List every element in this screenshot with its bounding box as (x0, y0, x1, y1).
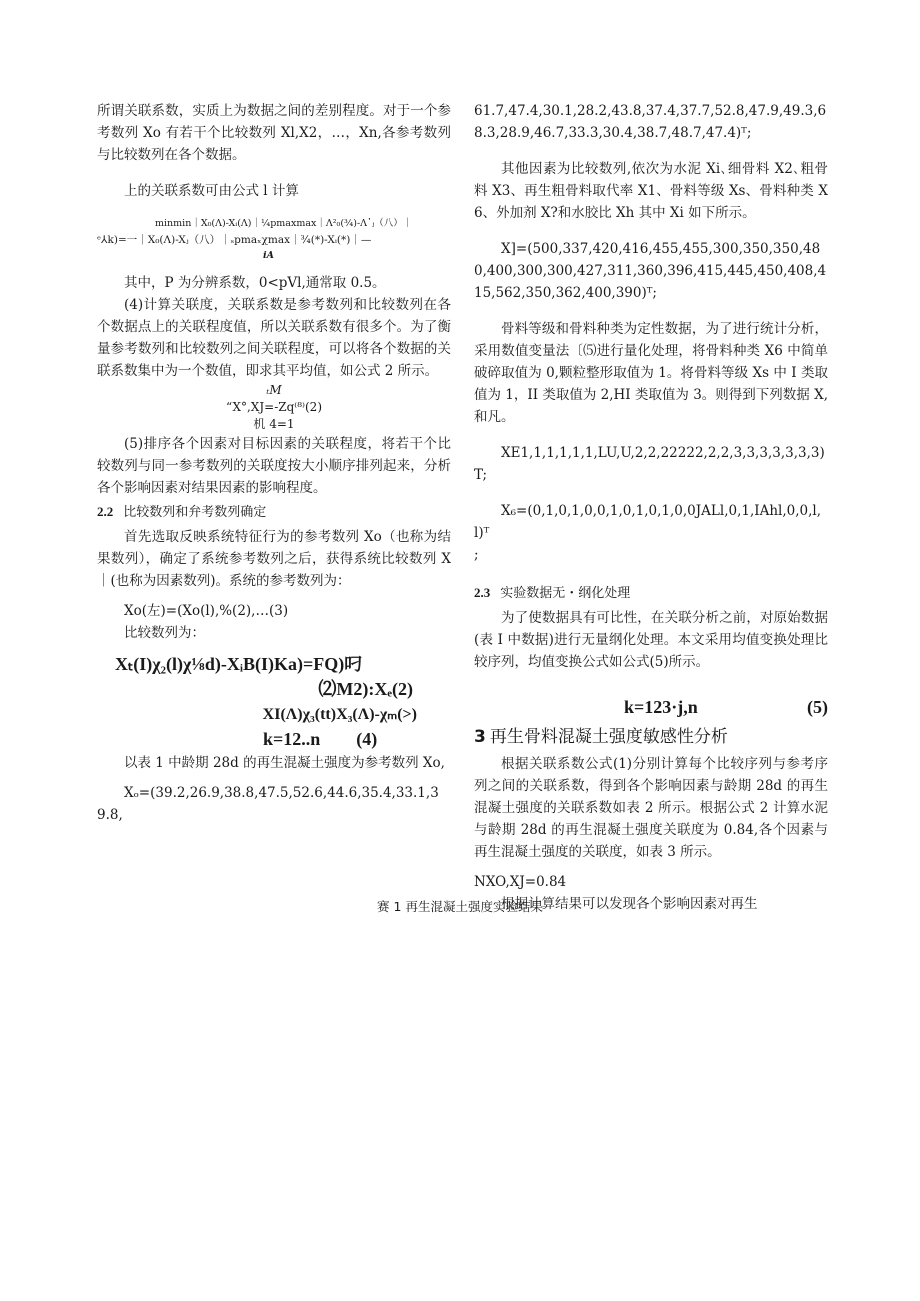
paragraph: 根据计算结果可以发现各个影响因素对再生 (501, 896, 758, 912)
section-title: 再生骨料混凝土强度敏感性分析 (489, 727, 728, 747)
formula-4-line-1: Xₜ(I)χ₂(l)χ⅛d)-XᵢB(I)Ka)=FQ)叼 (115, 654, 363, 674)
paragraph: 为了使数据具有可比性，在关联分析之前，对原始数据(表 I 中数据)进行无量纲化处理。本文采用均值变换处理比较序列，均值变换公式如公式(5)所示。 (474, 610, 828, 670)
section-number: 3 (474, 727, 486, 747)
table-caption: 赛 1 再生混凝土强度实验结果 (377, 899, 543, 914)
paragraph: 首先选取反映系统特征行为的参考数列 Xo（也称为结果数列），确定了系统参考数列之后，获得系统比较数列 X｜(也称为因素数列)。系统的参考数列为： (97, 529, 451, 589)
formula-4-line-4 (97, 727, 451, 752)
semicolon: ; (474, 547, 479, 563)
paragraph: 以表 1 中龄期 28d 的再生混凝土强度为参考数列 Xo, (124, 755, 445, 771)
formula-line: 机 4=1 (253, 417, 295, 431)
formula-line: ₜM (266, 383, 282, 397)
paragraph: 所谓关联系数，实质上为数据之间的差别程度。对于一个参考数列 Xo 有若干个比较数列 Xl,X2，…，Xn,各参考数列与比较数列在各个数据。 (97, 103, 451, 163)
paragraph: 骨料等级和骨料种类为定性数据，为了进行统计分析，采用数值变量法〔⑸进行量化处理，将骨料种类 X6 中简单破碎取值为 0,颗粒整形取值为 1。将骨料等级 Xs 中 I 类取值为 1，II 类取值为 2,HI 类取值为 3。则得到下列数据 X,和凡。 (474, 321, 828, 425)
data-vector-x6: X₆=(0,1,0,1,0,0,1,0,1,0,1,0,0JALl,0,1,IAhl,0,0,l,l)ᵀ (474, 503, 822, 541)
section-heading-2-2 (97, 501, 451, 524)
left-column (97, 100, 451, 826)
relational-degree-result: NXO,XJ=0.84 (474, 874, 567, 890)
section-title: 比较数列和弁考数列确定 (123, 505, 267, 520)
section-number: 2.3 (474, 585, 491, 600)
paragraph: (4)计算关联度，关联系数是参考数列和比较数列在各个数据点上的关联程度值，所以关联系数有很多个。为了衡量参考数列和比较数列之间关联程度，可以将各个数据的关联系数集中为一个数值，即求其平均值，如公式 2 所示。 (97, 297, 451, 379)
formula-4-line-2: ⑵M2):Xₑ(2) (318, 679, 413, 699)
equation-number: (4) (356, 729, 378, 749)
data-vector-x0: Xₒ=(39.2,26.9,38.8,47.5,52.6,44.6,35.4,33.1,39.8, (97, 785, 439, 823)
paragraph: 其中，P 为分辨系数，0<pVl,通常取 0.5。 (124, 275, 386, 291)
formula-1 (97, 216, 451, 264)
formula-text: k=123·j,n (624, 697, 698, 717)
formula-2 (97, 382, 451, 433)
paragraph: 其他因素为比较数列,依次为水泥 Xi､细骨料 X2､粗骨料 X3、再生粗骨料取代率 X1、骨料等级 Xs、骨料种类 X6、外加剂 X?和水胶比 Xh 其中 Xi 如下所示。 (474, 161, 828, 221)
formula-4-line-3: XI(Λ)χ₃(tt)X₃(Λ)-χₘ(>) (262, 706, 417, 723)
paragraph: 上的关联系数可由公式 l 计算 (124, 183, 299, 199)
section-heading-3 (474, 723, 828, 751)
section-heading-2-3 (474, 582, 828, 605)
paragraph: 根据关联系数公式(1)分别计算每个比较序列与参考序列之间的关联系数，得到各个影响因素与龄期 28d 的再生混凝土强度的关联系数如表 2 所示。根据公式 2 计算水泥与龄期 28d 的再生混凝土强度关联度为 0.84,各个因素与再生混凝土强度的关联度，如表 3 所示。 (474, 756, 828, 860)
data-vector-x1: X]=(500,337,420,416,455,455,300,350,350,480,400,300,300,427,311,360,396,415,445,450,408,415,562,350,362,400,390)ᵀ; (474, 241, 827, 301)
paragraph: (5)排序各个因素对目标因素的关联程度，将若干个比较数列与同一参考数列的关联度按大小顺序排列起来，分析各个影响因素对结果因素的影响程度。 (97, 436, 451, 496)
formula-line: “X°,XJ=-Zq⁽⁸⁾(2) (225, 400, 322, 414)
formula-5 (474, 693, 828, 721)
formula-text: k=12..n (263, 729, 321, 749)
formula-line: ᵉ⅄k)=一｜X₀(Λ)-Xⱼ（八）｜ₛpmaₓχmax｜¾(*)-Xᵢ(*)｜— (97, 234, 372, 246)
paragraph: 比较数列为： (124, 625, 205, 641)
section-title: 实验数据无・纲化处理 (500, 586, 631, 601)
section-number: 2.2 (97, 504, 114, 519)
formula-line: minmin｜X₀(Λ)-Xᵢ(Λ)｜¼pmaxmax｜Λ²₀(¾)-Λ᾿ⱼ（八）｜ (155, 218, 413, 229)
right-column (474, 100, 828, 915)
data-vector-x0-cont: 61.7,47.4,30.1,28.2,43.8,37.4,37.7,52.8,47.9,49.3,68.3,28.9,46.7,33.3,30.4,38.7,48.7,47.4)ᵀ; (474, 103, 827, 141)
equation-3: Xo(左)=(Xo(l),%(2),…(3) (124, 603, 289, 619)
formula-line: iA (263, 250, 274, 261)
equation-number: (5) (807, 697, 828, 717)
data-vector-x5: XE1,1,1,1,1,1,LU,U,2,2,22222,2,2,3,3,3,3,3,3,3)T; (474, 445, 825, 483)
